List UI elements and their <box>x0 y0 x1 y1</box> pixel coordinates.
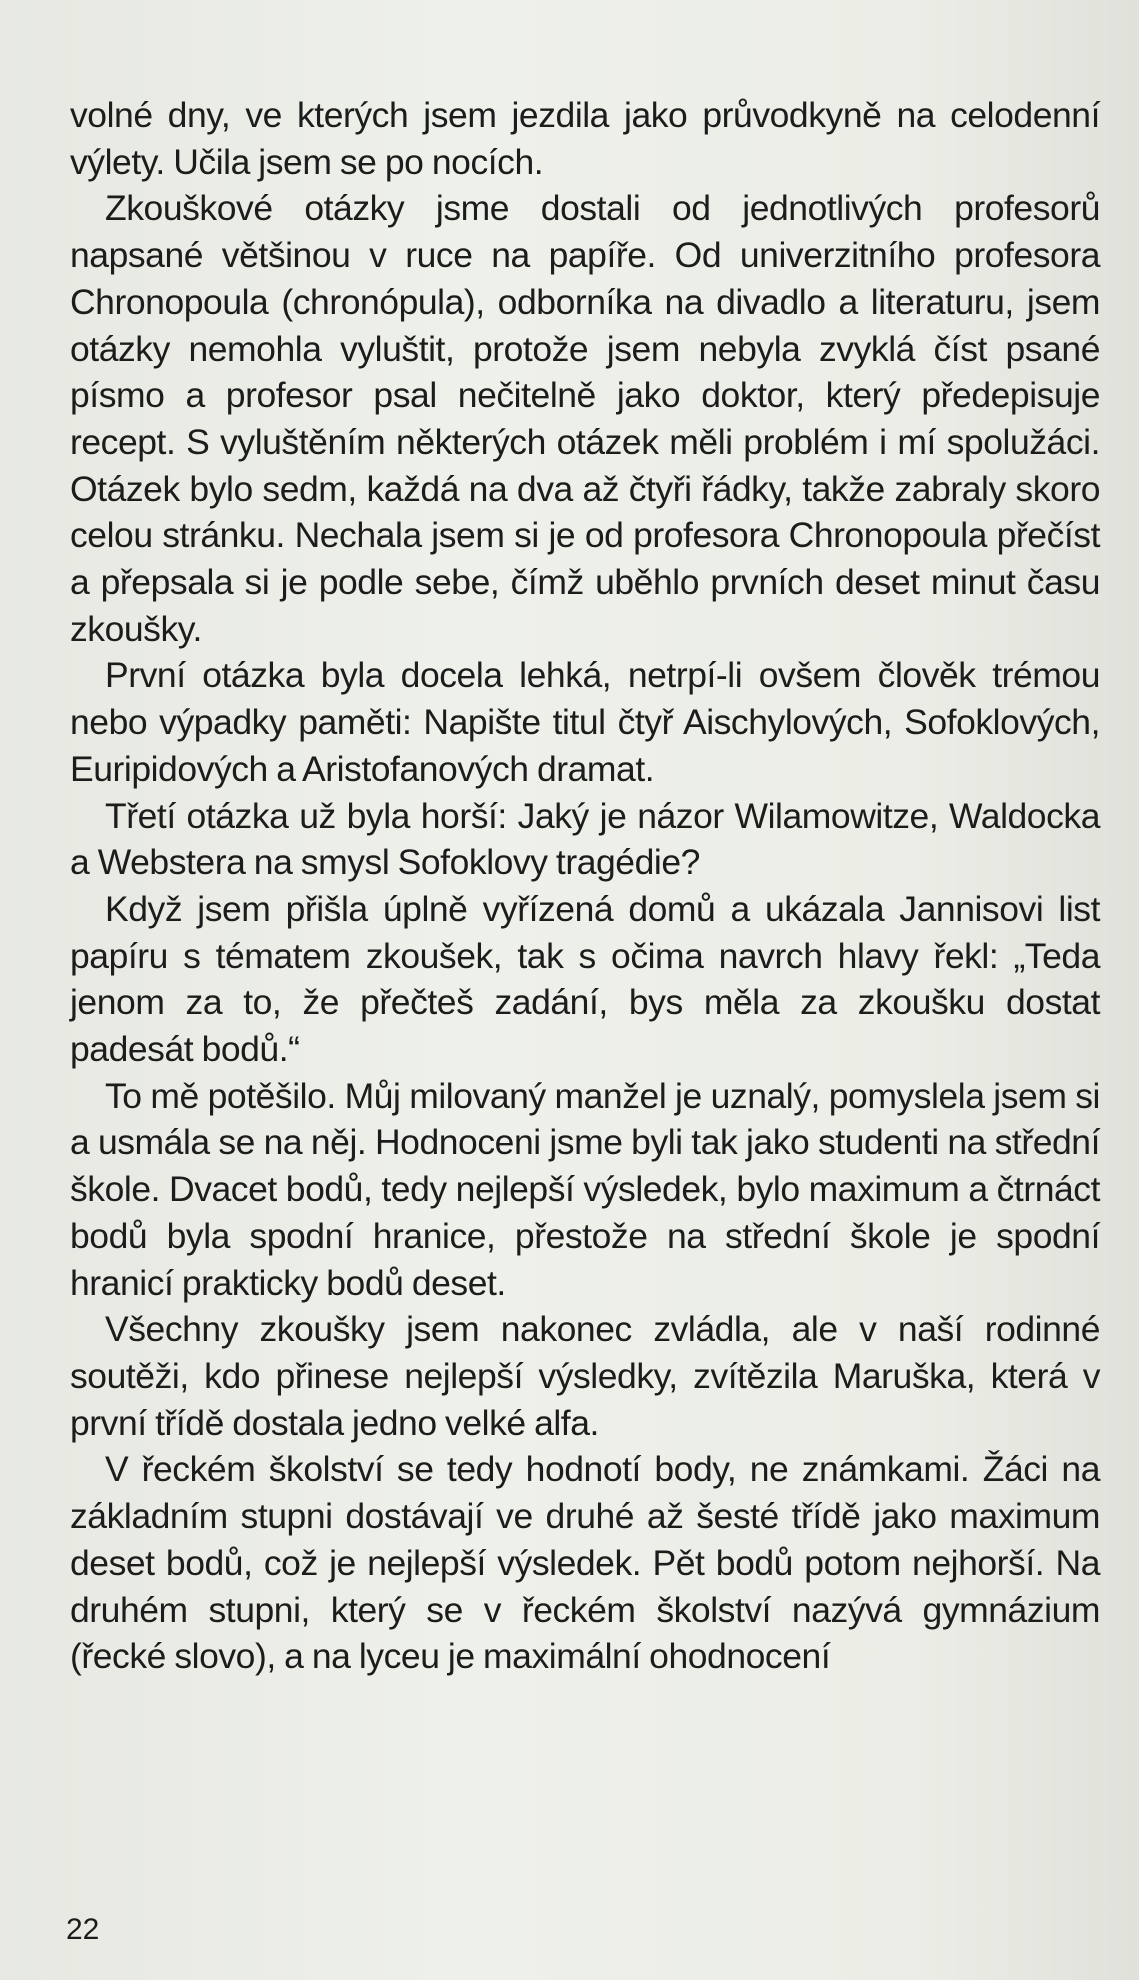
paragraph: V řeckém školství se tedy hodnotí body, ne známkami. Žáci na základním stupni dostávají ve druhé až šesté třídě jako maximum deset bodů, což je nejlepší výsledek. Pět bodů potom nejhorší. Na druhém stupni, který se v řeckém školství nazývá gymnázium (řecké slovo), a na lyceu je maximální ohodnocení <box>70 1449 1100 1677</box>
paragraph: Všechny zkoušky jsem nakonec zvládla, ale v naší rodinné soutěži, kdo přinese nejlepší výsledky, zvítězila Maruška, která v první třídě dostala jedno velké alfa. <box>70 1309 1100 1443</box>
body-text <box>70 92 1100 1680</box>
paragraph: To mě potěšilo. Můj milovaný manžel je uznalý, pomyslela jsem si a usmála se na něj. Hodnoceni jsme byli tak jako studenti na střední škole. Dvacet bodů, tedy nejlepší výsledek, bylo maximum a čtrnáct bodů byla spodní hranice, přestože na střední škole je spodní hranicí prakticky bodů deset. <box>70 1075 1100 1303</box>
paragraph: První otázka byla docela lehká, netrpí-li ovšem člověk trémou nebo výpadky paměti: Napište titul čtyř Aischylových, Sofoklových, Euripidových a Aristofanových dramat. <box>70 655 1100 789</box>
paragraph: Když jsem přišla úplně vyřízená domů a ukázala Jannisovi list papíru s tématem zkoušek, tak s očima navrch hlavy řekl: „Teda jenom za to, že přečteš zadání, bys měla za zkoušku dostat padesát bodů.“ <box>70 888 1100 1070</box>
page-number: 22 <box>66 1913 100 1946</box>
paragraph: Zkouškové otázky jsme dostali od jednotlivých profesorů napsané většinou v ruce na papíře. Od univerzitního profesora Chronopoula (chronópula), odborníka na divadlo a literaturu, jsem otázky nemohla vyluštit, protože jsem nebyla zvyklá číst psané písmo a profesor psal nečitelně jako doktor, který předepisuje recept. S vyluštěním některých otázek měli problém i mí spolužáci. Otázek bylo sedm, každá na dva až čtyři řádky, takže zabraly skoro celou stránku. Nechala jsem si je od profesora Chronopoula přečíst a přepsala si je podle sebe, čímž uběhlo prvních deset minut času zkoušky. <box>70 188 1100 649</box>
paragraph: Třetí otázka už byla horší: Jaký je názor Wilamowitze, Waldocka a Webstera na smysl Sofoklovy tragédie? <box>70 795 1100 883</box>
paragraph: volné dny, ve kterých jsem jezdila jako průvodkyně na celodenní výlety. Učila jsem se po nocích. <box>70 95 1100 182</box>
